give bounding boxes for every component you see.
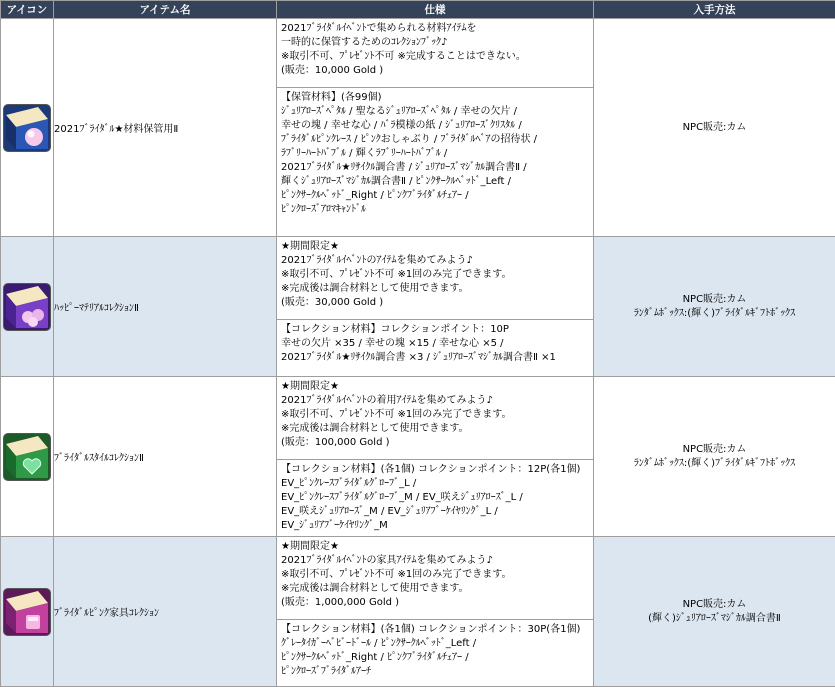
acquire-line: ﾗﾝﾀﾞﾑﾎﾞｯｸｽ:(輝く)ﾌﾞﾗｲﾀﾞﾙｷﾞﾌﾄﾎﾞｯｸｽ — [633, 457, 796, 469]
blue-book-pearl-icon — [3, 104, 51, 152]
icon-cell — [1, 537, 54, 687]
spec-line: 2021ﾌﾞﾗｲﾀﾞﾙｲﾍﾞﾝﾄの着用ｱｲﾃﾑを集めてみよう♪ — [281, 395, 493, 406]
spec-line: ｸﾞﾚｰﾀｲｶﾞｰﾍﾞﾋﾞｰﾄﾞｰﾙ / ﾋﾟﾝｸｻｰｸﾙﾍﾞｯﾄﾞ_Left / — [281, 638, 477, 649]
spec-line: 【コレクション材料】(各1個) コレクションポイント：12P(各1個) — [281, 464, 581, 475]
spec-line: ※完成後は調合材料として使用できます。 — [281, 583, 469, 594]
spec-cell — [277, 19, 594, 237]
acquire-line: NPC販売:カム — [682, 293, 747, 305]
spec-line: ※取引不可、ﾌﾟﾚｾﾞﾝﾄ不可 ※1回のみ完了できます。 — [281, 569, 512, 580]
acquire-cell — [594, 537, 835, 687]
spec-line: ※取引不可、ﾌﾟﾚｾﾞﾝﾄ不可 ※1回のみ完了できます。 — [281, 269, 512, 280]
green-book-heart-icon — [3, 433, 51, 481]
spec-line: EV_咲えｼﾞｭﾘｱﾛｰｽﾞ_M / EV_ｼﾞｭﾘｱﾌﾞｰｹｲﾔﾘﾝｸﾞ_L / — [281, 506, 498, 517]
spec-line: 輝くｼﾞｭﾘｱﾛｰｽﾞﾏｼﾞｶﾙ調合書Ⅱ / ﾋﾟﾝｸｻｰｸﾙﾍﾞｯﾄﾞ_Left / — [281, 176, 512, 187]
spec-line: (販売：10,000 Gold ) — [281, 65, 384, 76]
spec-line: ※取引不可、ﾌﾟﾚｾﾞﾝﾄ不可 ※完成することはできない。 — [281, 51, 526, 62]
spec-line: 2021ﾌﾞﾗｲﾀﾞﾙ★ﾘｻｲｸﾙ調合書 ×3 / ｼﾞｭﾘｱﾛｰｽﾞﾏｼﾞｶﾙ調合書Ⅱ ×1 — [281, 352, 556, 363]
acquire-line: ﾗﾝﾀﾞﾑﾎﾞｯｸｽ:(輝く)ﾌﾞﾗｲﾀﾞﾙｷﾞﾌﾄﾎﾞｯｸｽ — [633, 307, 796, 319]
spec-line: ﾋﾟﾝｸｻｰｸﾙﾍﾞｯﾄﾞ_Right / ﾋﾟﾝｸﾌﾞﾗｲﾀﾞﾙﾁｪｱｰ / — [281, 190, 469, 201]
spec-cell — [277, 377, 594, 537]
spec-materials — [277, 319, 593, 367]
spec-materials — [277, 87, 593, 219]
spec-line: ★期間限定★ — [281, 241, 339, 252]
spec-line: 【保管材料】(各99個) — [281, 92, 382, 103]
spec-line: 【コレクション材料】(各1個) コレクションポイント：30P(各1個) — [281, 624, 581, 635]
item-name: 2021ﾌﾞﾗｲﾀﾞﾙ★材料保管用Ⅱ — [54, 19, 277, 237]
spec-line: 2021ﾌﾞﾗｲﾀﾞﾙｲﾍﾞﾝﾄのｱｲﾃﾑを集めてみよう♪ — [281, 255, 473, 266]
spec-line: 幸せの塊 / 幸せな心 / ﾊﾞﾗ模様の紙 / ｼﾞｭﾘｱﾛｰｽﾞｸﾘｽﾀﾙ / — [281, 120, 522, 131]
item-name: ﾊｯﾋﾟｰﾏﾃﾘｱﾙｺﾚｸｼｮﾝⅡ — [54, 237, 277, 377]
spec-line: ﾋﾟﾝｸﾛｰｽﾞﾌﾞﾗｲﾀﾞﾙｱｰﾁ — [281, 666, 371, 677]
spec-line: 2021ﾌﾞﾗｲﾀﾞﾙｲﾍﾞﾝﾄで集められる材料ｱｲﾃﾑを — [281, 23, 477, 34]
icon-cell — [1, 19, 54, 237]
spec-line: 【コレクション材料】コレクションポイント：10P — [281, 324, 509, 335]
spec-line: ﾗﾌﾞﾘｰﾊｰﾄﾊﾞﾌﾞﾙ / 輝くﾗﾌﾞﾘｰﾊｰﾄﾊﾞﾌﾞﾙ / — [281, 148, 448, 159]
spec-materials — [277, 619, 593, 681]
spec-materials — [277, 459, 593, 535]
header-name: アイテム名 — [54, 1, 277, 19]
spec-line: ※完成後は調合材料として使用できます。 — [281, 283, 469, 294]
acquire-cell — [594, 377, 835, 537]
acquire-line: NPC販売:カム — [682, 443, 747, 455]
purple-book-flowers-icon — [3, 283, 51, 331]
table-row — [1, 377, 835, 537]
spec-description — [277, 537, 593, 619]
spec-line: ★期間限定★ — [281, 541, 339, 552]
spec-line: 一時的に保管するためのｺﾚｸｼｮﾝﾌﾞｯｸ♪ — [281, 37, 448, 48]
spec-line: 幸せの欠片 ×35 / 幸せの塊 ×15 / 幸せな心 ×5 / — [281, 338, 504, 349]
item-name: ﾌﾞﾗｲﾀﾞﾙｽﾀｲﾙｺﾚｸｼｮﾝⅡ — [54, 377, 277, 537]
spec-line: ※取引不可、ﾌﾟﾚｾﾞﾝﾄ不可 ※1回のみ完了できます。 — [281, 409, 512, 420]
spec-cell — [277, 537, 594, 687]
table-row — [1, 19, 835, 237]
header-acquire: 入手方法 — [594, 1, 835, 19]
spec-line: EV_ﾋﾟﾝｸﾚｰｽﾌﾞﾗｲﾀﾞﾙｸﾞﾛｰﾌﾞ_L / — [281, 478, 417, 489]
spec-description — [277, 237, 593, 319]
spec-line: ※完成後は調合材料として使用できます。 — [281, 423, 469, 434]
spec-cell — [277, 237, 594, 377]
spec-line: (販売：30,000 Gold ) — [281, 297, 384, 308]
table-row — [1, 537, 835, 687]
pink-book-furniture-icon — [3, 588, 51, 636]
spec-line: EV_ｼﾞｭﾘｱﾌﾞｰｹｲﾔﾘﾝｸﾞ_M — [281, 520, 388, 531]
table-header-row — [1, 1, 835, 19]
acquire-line: (輝く)ｼﾞｭﾘｱﾛｰｽﾞﾏｼﾞｶﾙ調合書Ⅱ — [648, 612, 781, 624]
spec-line: ｼﾞｭﾘｱﾛｰｽﾞﾍﾟﾀﾙ / 聖なるｼﾞｭﾘｱﾛｰｽﾞﾍﾟﾀﾙ / 幸せの欠片 / — [281, 106, 518, 117]
table-row — [1, 237, 835, 377]
acquire-line: NPC販売:カム — [682, 121, 747, 133]
spec-line: ﾌﾞﾗｲﾀﾞﾙﾋﾟﾝｸﾚｰｽ / ﾋﾟﾝｸおしゃぶり / ﾌﾞﾗｲﾀﾞﾙﾍﾞｱの招待状 / — [281, 134, 538, 145]
spec-description — [277, 377, 593, 459]
spec-line: 2021ﾌﾞﾗｲﾀﾞﾙ★ﾘｻｲｸﾙ調合書 / ｼﾞｭﾘｱﾛｰｽﾞﾏｼﾞｶﾙ調合書Ⅱ / — [281, 162, 527, 173]
icon-cell — [1, 237, 54, 377]
spec-line: (販売：100,000 Gold ) — [281, 437, 390, 448]
item-name: ﾌﾞﾗｲﾀﾞﾙﾋﾟﾝｸ家具ｺﾚｸｼｮﾝ — [54, 537, 277, 687]
spec-line: EV_ﾋﾟﾝｸﾚｰｽﾌﾞﾗｲﾀﾞﾙｸﾞﾛｰﾌﾞ_M / EV_咲えｼﾞｭﾘｱﾛｰｽﾞ_L / — [281, 492, 523, 503]
header-icon: アイコン — [1, 1, 54, 19]
icon-cell — [1, 377, 54, 537]
acquire-cell — [594, 19, 835, 237]
acquire-cell — [594, 237, 835, 377]
spec-description — [277, 19, 593, 87]
header-spec: 仕様 — [277, 1, 594, 19]
spec-line: ﾋﾟﾝｸﾛｰｽﾞｱﾛﾏｷｬﾝﾄﾞﾙ — [281, 204, 366, 215]
spec-line: 2021ﾌﾞﾗｲﾀﾞﾙｲﾍﾞﾝﾄの家具ｱｲﾃﾑを集めてみよう♪ — [281, 555, 493, 566]
spec-line: (販売：1,000,000 Gold ) — [281, 597, 400, 608]
acquire-line: NPC販売:カム — [682, 598, 747, 610]
spec-line: ★期間限定★ — [281, 381, 339, 392]
spec-line: ﾋﾟﾝｸｻｰｸﾙﾍﾞｯﾄﾞ_Right / ﾋﾟﾝｸﾌﾞﾗｲﾀﾞﾙﾁｪｱｰ / — [281, 652, 469, 663]
